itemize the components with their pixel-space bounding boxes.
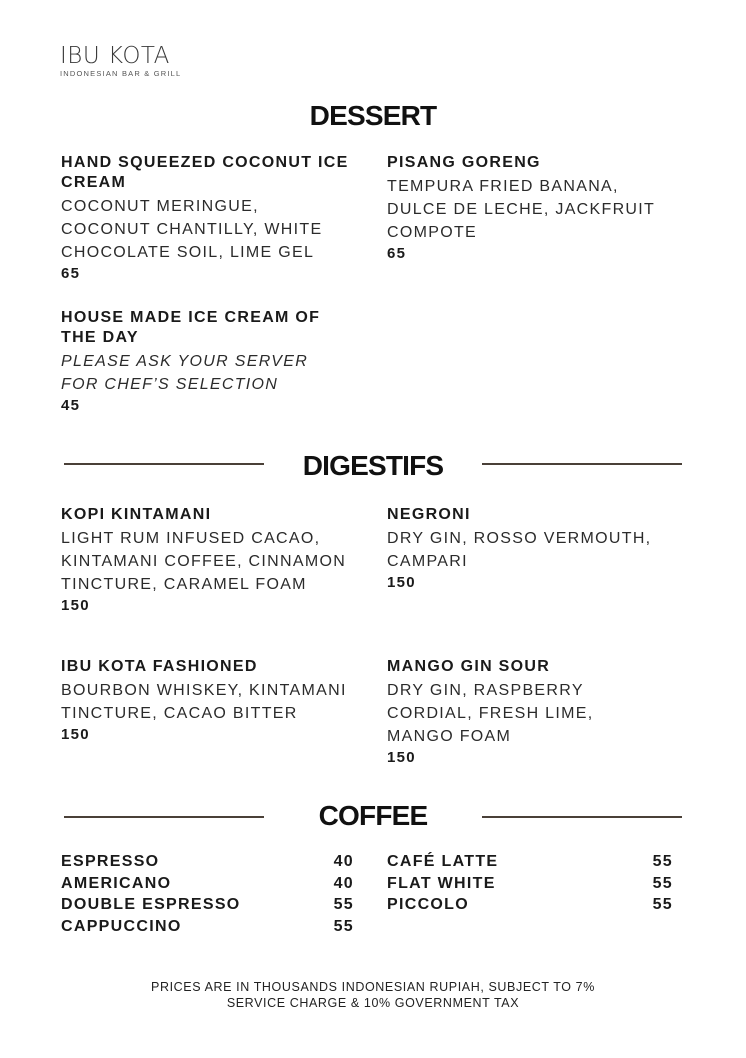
coffee-name: PICCOLO: [387, 896, 469, 913]
coffee-name: ESPRESSO: [61, 853, 160, 870]
coffee-list-left: [61, 851, 354, 937]
coffee-list-right: [387, 851, 673, 916]
item-price: 150: [387, 574, 416, 591]
item-price: 150: [61, 726, 90, 743]
coffee-name: AMERICANO: [61, 874, 172, 892]
item-name: KOPI KINTAMANI: [61, 506, 212, 523]
item-name: MANGO GIN SOUR: [387, 658, 551, 675]
coffee-section-title: COFFEE: [318, 800, 428, 831]
digestifs-section-title: DIGESTIFS: [302, 450, 444, 481]
coffee-item: [387, 894, 673, 916]
menu-item: [387, 153, 677, 264]
coffee-item: [61, 916, 354, 938]
coffee-item: [61, 873, 354, 895]
footer-line-2: SERVICE CHARGE & 10% GOVERNMENT TAX: [226, 996, 520, 1010]
brand-name: IBU KOTA: [60, 43, 170, 69]
item-price: 150: [387, 749, 416, 766]
coffee-item: [61, 851, 354, 873]
coffee-price: 55: [652, 896, 673, 913]
item-description: DRY GIN, ROSSO VERMOUTH, CAMPARI: [387, 530, 652, 570]
coffee-name: CAPPUCCINO: [61, 917, 182, 935]
item-price: 150: [61, 597, 90, 614]
item-name: HAND SQUEEZED COCONUT ICE CREAM: [61, 154, 349, 191]
coffee-name: CAFÉ LATTE: [387, 853, 499, 870]
item-name: IBU KOTA FASHIONED: [61, 658, 258, 675]
divider-rule: [482, 816, 682, 818]
coffee-price: 55: [652, 853, 673, 870]
coffee-item: [387, 851, 673, 873]
coffee-name: DOUBLE ESPRESSO: [61, 896, 241, 913]
item-price: 65: [387, 245, 407, 262]
item-price: 45: [61, 397, 81, 414]
coffee-price: 40: [333, 874, 354, 892]
item-name: PISANG GORENG: [387, 154, 541, 171]
menu-item: [61, 153, 351, 284]
item-description: PLEASE ASK YOUR SERVER FOR CHEF’S SELECTION: [61, 353, 309, 393]
coffee-name: FLAT WHITE: [387, 874, 496, 892]
dessert-section-title: DESSERT: [309, 100, 437, 131]
coffee-item: [387, 873, 673, 895]
item-price: 65: [61, 265, 81, 282]
brand-subtitle: INDONESIAN BAR & GRILL: [60, 69, 182, 78]
item-name: HOUSE MADE ICE CREAM OF THE DAY: [61, 309, 321, 346]
coffee-item: [61, 894, 354, 916]
menu-item: [61, 505, 351, 616]
menu-item: [387, 505, 682, 593]
footer-note: [0, 979, 746, 1011]
coffee-price: 55: [333, 896, 354, 913]
menu-item: [61, 657, 361, 745]
coffee-price: 55: [652, 874, 673, 892]
item-description: BOURBON WHISKEY, KINTAMANI TINCTURE, CACAO BITTER: [61, 682, 347, 722]
item-description: TEMPURA FRIED BANANA, DULCE DE LECHE, JACKFRUIT COMPOTE: [387, 178, 655, 241]
menu-item: [387, 657, 627, 768]
coffee-price: 40: [333, 853, 354, 870]
divider-rule: [482, 463, 682, 465]
item-name: NEGRONI: [387, 506, 471, 523]
item-description: DRY GIN, RASPBERRY CORDIAL, FRESH LIME, MANGO FOAM: [387, 682, 594, 745]
coffee-price: 55: [333, 917, 354, 935]
brand-logo: [60, 44, 181, 79]
menu-item: [61, 308, 326, 416]
item-description: LIGHT RUM INFUSED CACAO, KINTAMANI COFFEE, CINNAMON TINCTURE, CARAMEL FOAM: [61, 530, 347, 593]
item-description: COCONUT MERINGUE, COCONUT CHANTILLY, WHITE CHOCOLATE SOIL, LIME GEL: [61, 198, 323, 261]
footer-line-1: PRICES ARE IN THOUSANDS INDONESIAN RUPIAH, SUBJECT TO 7%: [151, 980, 595, 994]
